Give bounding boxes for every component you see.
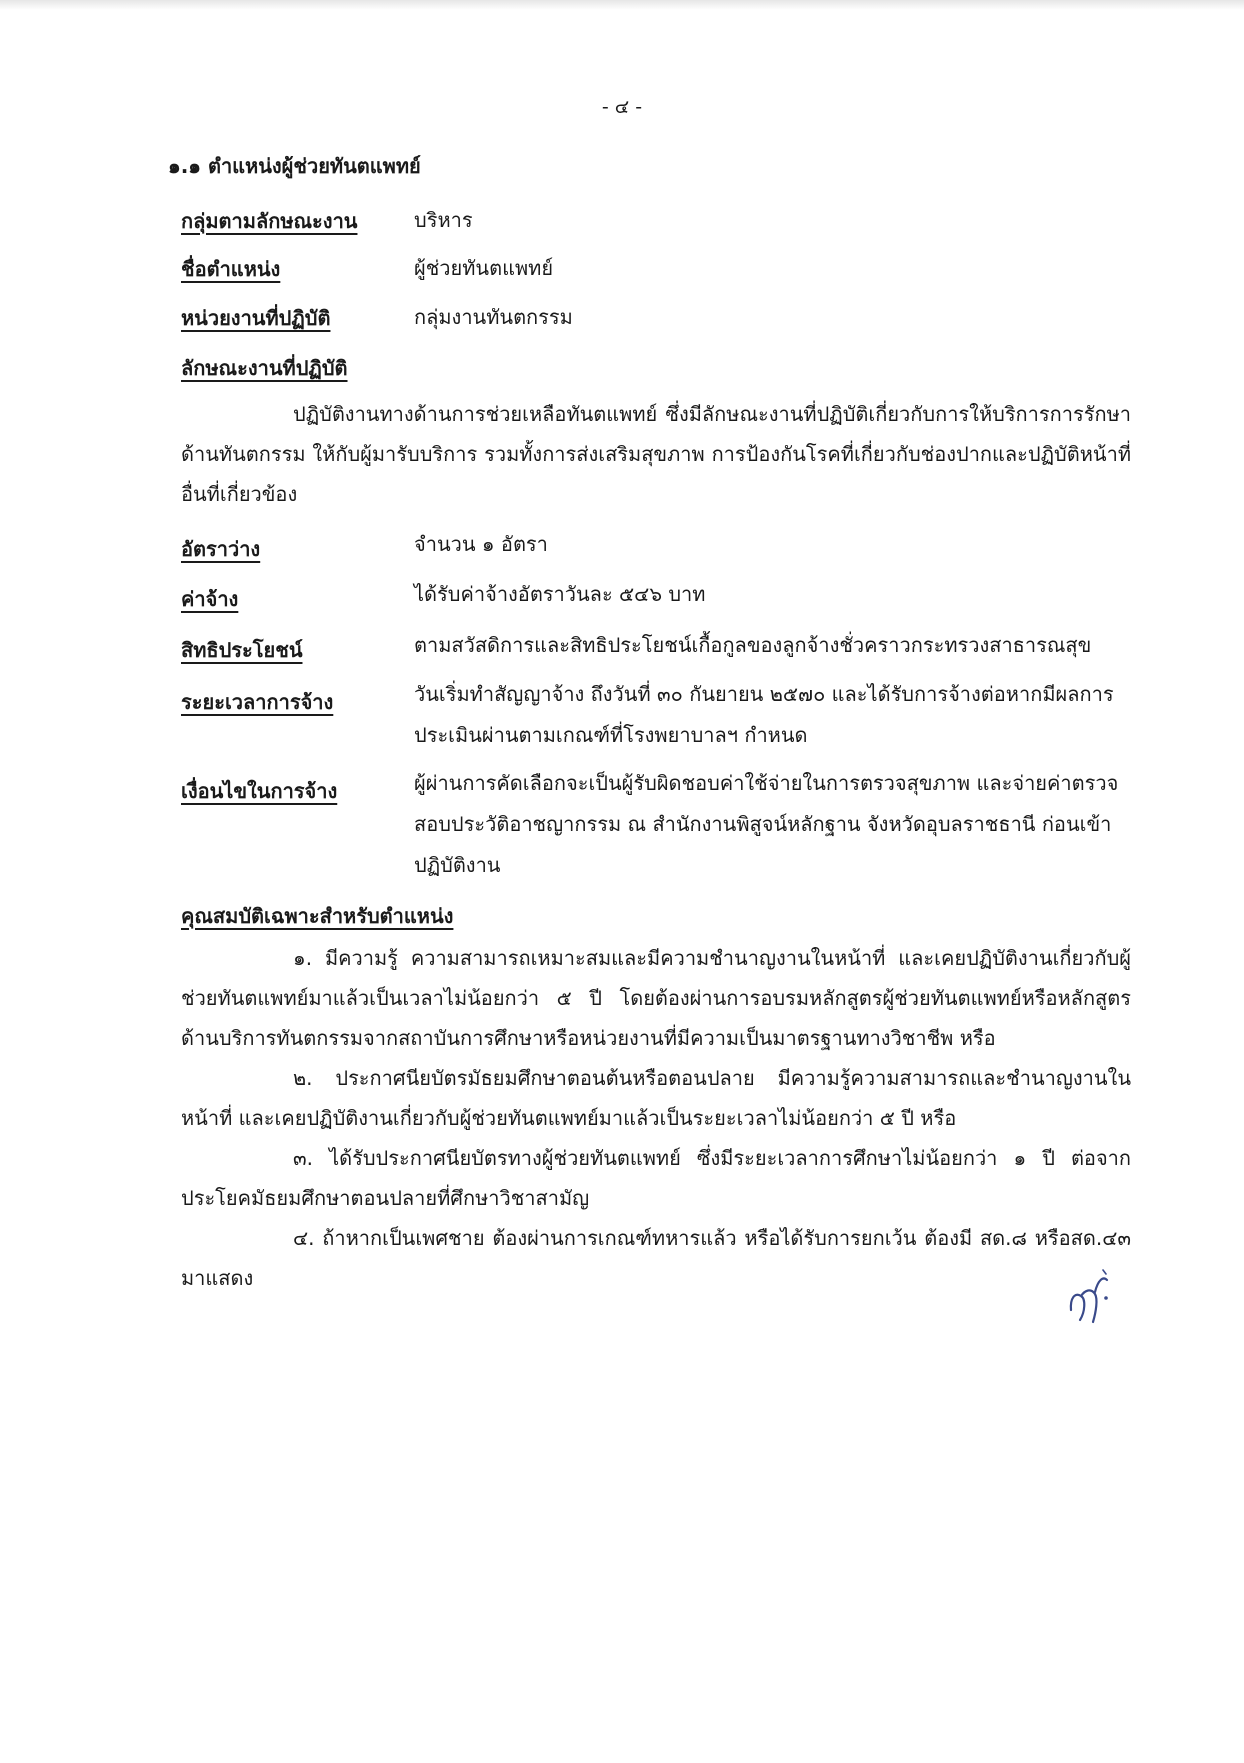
qualification-item-4-text: ๔. ถ้าหากเป็นเพศชาย ต้องผ่านการเกณฑ์ทหารแล้ว หรือได้รับการยกเว้น ต้องมี สด.๘ หรือสด.๔๓ มาแสดง (181, 1226, 1131, 1290)
field-value-wage: ได้รับค่าจ้างอัตราวันละ ๕๔๖ บาท (414, 582, 706, 606)
qualification-item-2 (181, 1058, 1131, 1138)
field-value-vacancy: จำนวน ๑ อัตรา (414, 532, 548, 556)
scan-edge (0, 0, 1244, 10)
field-label-vacancy: อัตราว่าง (181, 537, 261, 561)
field-label-wage: ค่าจ้าง (181, 587, 239, 611)
qualification-item-3 (181, 1138, 1131, 1218)
field-label-job-group: กลุ่มตามลักษณะงาน (181, 209, 358, 233)
job-description-paragraph (181, 394, 1131, 514)
field-value-benefits: ตามสวัสดิการและสิทธิประโยชน์เกื้อกูลของลูกจ้างชั่วคราวกระทรวงสาธารณสุข (414, 633, 1092, 657)
field-label-position-name: ชื่อตำแหน่ง (181, 257, 281, 281)
field-label-employment-conditions: เงื่อนไขในการจ้าง (181, 779, 338, 803)
qualification-item-2-text: ๒. ประกาศนียบัตรมัธยมศึกษาตอนต้นหรือตอนปลาย มีความรู้ความสามารถและชำนาญงานในหน้าที่ และเคยปฏิบัติงานเกี่ยวกับผู้ช่วยทันตแพทย์มาแล้วเป็นระยะเวลาไม่น้อยกว่า ๕ ปี หรือ (181, 1066, 1131, 1130)
field-label-job-description: ลักษณะงานที่ปฏิบัติ (181, 356, 348, 380)
field-label-work-unit: หน่วยงานที่ปฏิบัติ (181, 306, 331, 330)
qualification-item-1-text: ๑. มีความรู้ ความสามารถเหมาะสมและมีความชำนาญงานในหน้าที่ และเคยปฏิบัติงานเกี่ยวกับผู้ช่วยทันตแพทย์มาแล้วเป็นเวลาไม่น้อยกว่า ๕ ปี โดยต้องผ่านการอบรมหลักสูตรผู้ช่วยทันตแพทย์หรือหลักสูตรด้านบริการทันตกรรมจากสถาบันการศึกษาหรือหน่วยงานที่มีความเป็นมาตรฐานทางวิชาชีพ หรือ (181, 946, 1131, 1050)
field-label-employment-period: ระยะเวลาการจ้าง (181, 690, 334, 714)
section-title: ๑.๑ ตำแหน่งผู้ช่วยทันตแพทย์ (168, 154, 421, 178)
field-value-employment-period: วันเริ่มทำสัญญาจ้าง ถึงวันที่ ๓๐ กันยายน ๒๕๗๐ และได้รับการจ้างต่อหากมีผลการประเมินผ่านตามเกณฑ์ที่โรงพยาบาลฯ กำหนด (414, 682, 1114, 747)
field-label-benefits: สิทธิประโยชน์ (181, 638, 303, 662)
qualification-item-3-text: ๓. ได้รับประกาศนียบัตรทางผู้ช่วยทันตแพทย์ ซึ่งมีระยะเวลาการศึกษาไม่น้อยกว่า ๑ ปี ต่อจากประโยคมัธยมศึกษาตอนปลายที่ศึกษาวิชาสามัญ (181, 1146, 1131, 1210)
field-value-position-name: ผู้ช่วยทันตแพทย์ (414, 256, 554, 280)
field-value-job-group: บริหาร (414, 208, 473, 232)
field-value-employment-conditions: ผู้ผ่านการคัดเลือกจะเป็นผู้รับผิดชอบค่าใช้จ่ายในการตรวจสุขภาพ และจ่ายค่าตรวจสอบประวัติอาชญากรรม ณ สำนักงานพิสูจน์หลักฐาน จังหวัดอุบลราชธานี ก่อนเข้าปฏิบัติงาน (414, 771, 1119, 877)
page-number: - ๔ - (601, 96, 643, 118)
qualifications-heading: คุณสมบัติเฉพาะสำหรับตำแหน่ง (181, 904, 454, 928)
job-description-text: ปฏิบัติงานทางด้านการช่วยเหลือทันตแพทย์ ซึ่งมีลักษณะงานที่ปฏิบัติเกี่ยวกับการให้บริการการรักษาด้านทันตกรรม ให้กับผู้มารับบริการ รวมทั้งการส่งเสริมสุขภาพ การป้องกันโรคที่เกี่ยวกับช่องปากและปฏิบัติหน้าที่อื่นที่เกี่ยวข้อง (181, 402, 1131, 506)
qualification-item-4 (181, 1218, 1131, 1298)
field-value-work-unit: กลุ่มงานทันตกรรม (414, 305, 573, 329)
qualification-item-1 (181, 938, 1131, 1058)
handwritten-initial-signature (1065, 1268, 1117, 1330)
